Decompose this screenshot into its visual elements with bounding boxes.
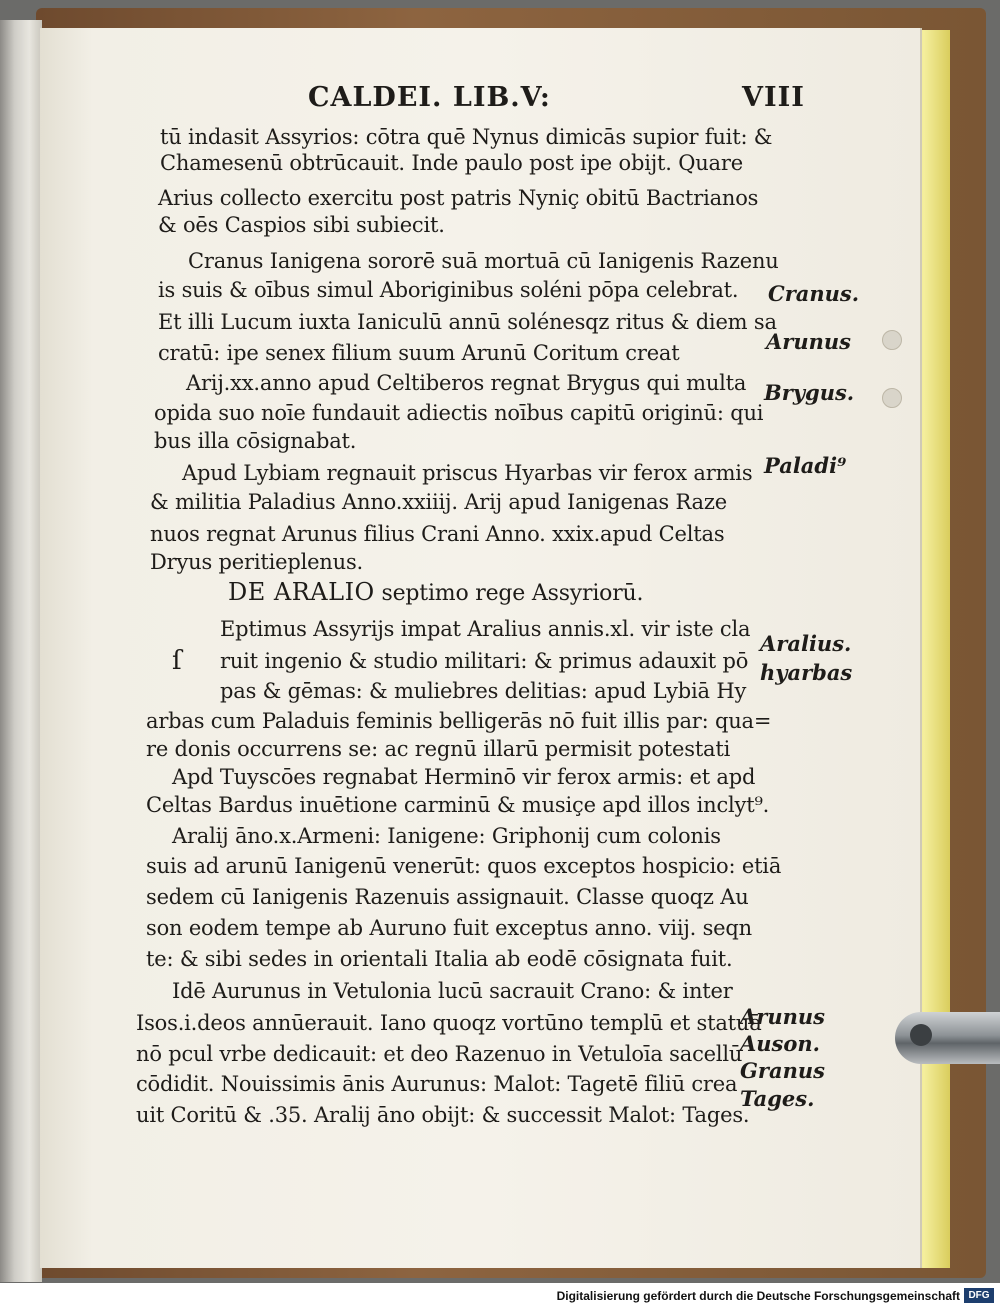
- text-line: Isos.i.deos annūerauit. Iano quoqz vortūno templū et statuā: [136, 1011, 762, 1035]
- margin-note: Granus: [740, 1058, 825, 1083]
- digitization-credit: Digitalisierung gefördert durch die Deutsche Forschungsgemeinschaft: [556, 1289, 960, 1303]
- text-line: nō pcul vrbe dedicauit: et deo Razenuo in Vetuloīa sacellū: [136, 1042, 743, 1066]
- dfg-logo: DFG: [964, 1288, 994, 1303]
- text-line: is suis & oībus simul Aboriginibus soléni pōpa celebrat.: [158, 278, 739, 302]
- margin-note: Aralius.: [760, 631, 852, 656]
- margin-note: hyarbas: [760, 660, 853, 685]
- running-title: CALDEI. LIB.V:: [308, 82, 551, 113]
- text-line: nuos regnat Arunus filius Crani Anno. xxix.apud Celtas: [150, 522, 725, 546]
- text-line: Et illi Lucum iuxta Ianiculū annū solénesqz ritus & diem sa: [158, 310, 777, 334]
- text-line: te: & sibi sedes in orientali Italia ab eodē cōsignata fuit.: [146, 947, 733, 971]
- text-line: bus illa cōsignabat.: [154, 429, 357, 453]
- section-heading: [228, 579, 643, 607]
- margin-note: Brygus.: [764, 380, 855, 405]
- margin-note: Tages.: [740, 1086, 815, 1111]
- text-line: suis ad arunū Ianigenū venerūt: quos exceptos hospicio: etiā: [146, 854, 782, 878]
- text-line: Idē Aurunus in Vetulonia lucū sacrauit Crano: & inter: [172, 979, 733, 1003]
- text-line: ruit ingenio & studio militari: & primus adauxit pō: [220, 649, 749, 673]
- margin-note: Arunus: [740, 1004, 825, 1029]
- text-line: uit Coritū & .35. Aralij āno obijt: & successit Malot: Tages.: [136, 1103, 750, 1127]
- section-heading-rest: septimo rege Assyriorū.: [381, 581, 644, 606]
- text-line: Dryus peritieplenus.: [150, 550, 364, 574]
- text-line: Eptimus Assyrijs impat Aralius annis.xl. vir iste cla: [220, 617, 751, 641]
- text-line: pas & gēmas: & muliebres delitias: apud Lybiā Hy: [220, 679, 747, 703]
- text-line: Arius collecto exercitu post patris Nyniç obitū Bactrianos: [158, 186, 759, 210]
- text-line: & militia Paladius Anno.xxiiij. Arij apud Ianigenas Raze: [150, 490, 727, 514]
- text-line: Aralij āno.x.Armeni: Ianigene: Griphonij cum colonis: [172, 824, 721, 848]
- margin-note: Paladi⁹: [764, 453, 847, 478]
- text-line: Cranus Ianigena sororē suā mortuā cū Ianigenis Razenu: [188, 249, 779, 273]
- folio-number: VIII: [742, 82, 805, 113]
- text-line: & oēs Caspios sibi subiecit.: [158, 213, 445, 237]
- text-line: son eodem tempe ab Auruno fuit exceptus anno. viij. seqn: [146, 916, 752, 940]
- text-line: Arij.xx.anno apud Celtiberos regnat Brygus qui multa: [186, 371, 747, 395]
- text-line: re donis occurrens se: ac regnū illarū permisit potestati: [146, 737, 731, 761]
- text-line: Apd Tuyscōes regnabat Herminō vir ferox armis: et apd: [172, 765, 756, 789]
- initial-letter: ſ: [172, 646, 182, 676]
- margin-note: Arunus: [766, 329, 851, 354]
- section-heading-caps: DE ARALIO: [228, 578, 375, 606]
- text-line: opida suo noīe fundauit adiectis noībus capitū originū: qui: [154, 401, 764, 425]
- text-line: Celtas Bardus inuētione carminū & musiçe apd illos inclyt⁹.: [146, 793, 770, 817]
- text-line: cratū: ipe senex filium suum Arunū Coritum creat: [158, 341, 680, 365]
- margin-note: Cranus.: [768, 281, 860, 306]
- text-line: sedem cū Ianigenis Razenuis assignauit. Classe quoqz Au: [146, 885, 749, 909]
- text-line: Apud Lybiam regnauit priscus Hyarbas vir ferox armis: [182, 461, 753, 485]
- text-line: arbas cum Paladuis feminis belligerās nō fuit illis par: qua=: [146, 709, 772, 733]
- text-line: tū indasit Assyrios: cōtra quē Nynus dimicās supior fuit: &: [160, 125, 773, 149]
- text-line: Chamesenū obtrūcauit. Inde paulo post ipe obijt. Quare: [160, 151, 743, 175]
- text-line: cōdidit. Nouissimis ānis Aurunus: Malot: Tagetē filiū crea: [136, 1072, 738, 1096]
- margin-note: Auson.: [740, 1031, 820, 1056]
- footer-bar: [0, 1283, 1000, 1309]
